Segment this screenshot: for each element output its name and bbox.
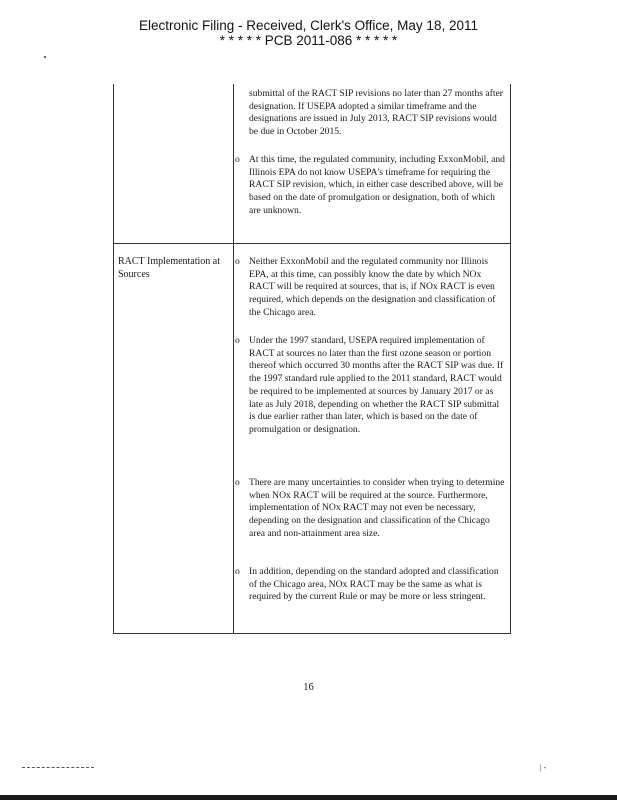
filing-header bbox=[0, 18, 617, 48]
column-divider bbox=[233, 84, 234, 633]
row-divider bbox=[114, 243, 510, 244]
row2-paragraph-3: o There are many uncertainties to consider when trying to determine when NOx RACT will be required at the source. Furthermore, implementation of NOx RACT may not even be necessary, depending on the designation and classification of the Chicago area and non-attainment area size. bbox=[235, 477, 505, 539]
comment-table bbox=[113, 84, 511, 634]
scan-edge-bar bbox=[0, 795, 617, 800]
bullet-marker: o bbox=[235, 477, 240, 488]
footer-rule bbox=[22, 767, 94, 768]
row2-paragraph-1: o Neither ExxonMobil and the regulated community nor Illinois EPA, at this time, can possibly know the date by which NOx RACT will be required at sources, that is, if NOx RACT is even required, which depends on the designation and classification of the Chicago area. bbox=[235, 256, 496, 318]
footer-mark: | - bbox=[540, 763, 547, 772]
bullet-marker: o bbox=[235, 566, 240, 577]
bullet-marker: o bbox=[235, 335, 240, 346]
page-number: 16 bbox=[303, 682, 314, 693]
row2-paragraph-4: o In addition, depending on the standard adopted and classification of the Chicago area, NOx RACT may be the same as what is required by the current Rule or may be more or less stringent. bbox=[235, 566, 499, 603]
row1-paragraph-2: o At this time, the regulated community, including ExxonMobil, and Illinois EPA do not know USEPA's timeframe for requiring the RACT SIP revision, which, in either case described above, will be based on the date of promulgation or designation, both of which are unknown. bbox=[235, 154, 505, 216]
scan-speck bbox=[44, 56, 46, 58]
filing-stamp-line: Electronic Filing - Received, Clerk's Office, May 18, 2011 bbox=[139, 18, 478, 33]
row1-paragraph-1: submittal of the RACT SIP revisions no later than 27 months after designation. If USEPA adopted a similar timeframe and the designations are issued in July 2013, RACT SIP revisions would be due in October 2015. bbox=[249, 88, 503, 138]
row-label: RACT Implementation at Sources bbox=[118, 256, 221, 280]
row2-paragraph-2: o Under the 1997 standard, USEPA required implementation of RACT at sources no later than the first ozone season or portion thereof which occurred 30 months after the RACT SIP was due. If the 1997 standard rule applied to the 2011 standard, RACT would be required to be implemented at sources by January 2017 or as late as July 2018, depending on whether the RACT SIP submittal is due earlier rather than later, which is based on the date of promulgation or designation. bbox=[235, 335, 504, 435]
bullet-marker: o bbox=[235, 154, 240, 165]
case-number-line: * * * * * PCB 2011-086 * * * * * bbox=[219, 33, 398, 48]
bullet-marker: o bbox=[235, 256, 240, 267]
